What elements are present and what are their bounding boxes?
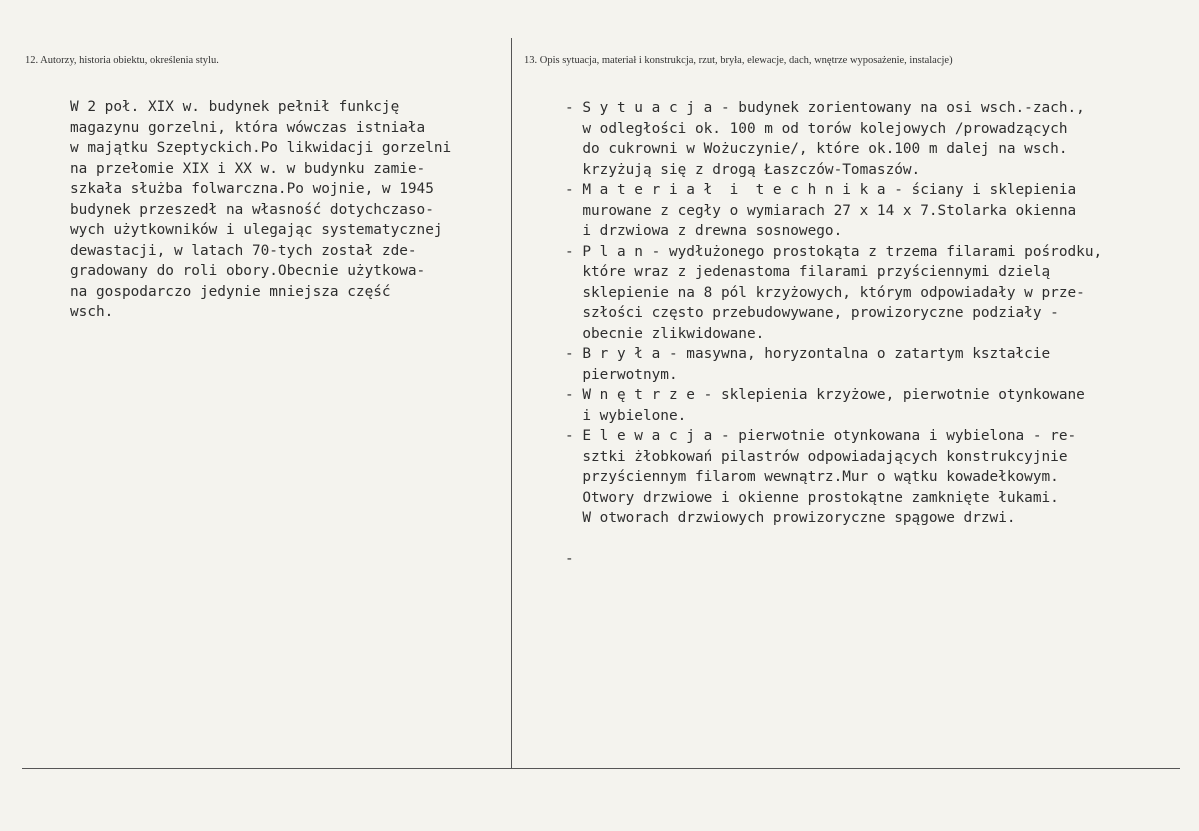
- section-12-line: dewastacji, w latach 70-tych został zde-: [70, 242, 417, 259]
- section-13-line: Otwory drzwiowe i okienne prostokątne zamknięte łukami.: [565, 489, 1059, 506]
- section-13-line: pierwotnym.: [565, 366, 678, 383]
- section-13-line: krzyżują się z drogą Łaszczów-Tomaszów.: [565, 161, 921, 178]
- section-13-line: sztki żłobkowań pilastrów odpowiadających konstrukcyjnie: [565, 448, 1068, 465]
- section-13-line: do cukrowni w Wożuczynie/, które ok.100 m dalej na wsch.: [565, 141, 1068, 157]
- section-13-line: - E l e w a c j a - pierwotnie otynkowana i wybielona - re-: [565, 428, 1077, 444]
- section-13-line: - S y t u a c j a - budynek zorientowany na osi wsch.-zach.,: [565, 100, 1085, 116]
- section-12-line: wych użytkowników i ulegając systematycznej: [70, 222, 443, 238]
- section-13-line: - P l a n - wydłużonego prostokąta z trzema filarami pośrodku,: [565, 243, 1103, 260]
- section-13-line: i wybielone.: [565, 407, 687, 424]
- section-13-label: 13. Opis sytuacja, materiał i konstrukcja, rzut, bryła, elewacje, dach, wnętrze wyposażenie, instalacje): [524, 55, 953, 66]
- section-13-line: szłości często przebudowywane, prowizoryczne podziały -: [565, 305, 1059, 321]
- section-12-line: na gospodarczo jedynie mniejsza część: [70, 283, 391, 300]
- section-13-line: - M a t e r i a ł i t e c h n i k a - ściany i sklepienia: [565, 182, 1077, 198]
- column-divider: [511, 38, 512, 768]
- section-12-line: magazynu gorzelni, która wówczas istniała: [70, 119, 426, 136]
- section-12-line: W 2 poł. XIX w. budynek pełnił funkcję: [70, 99, 400, 115]
- section-13-line: murowane z cegły o wymiarach 27 x 14 x 7.Stolarka okienna: [565, 202, 1077, 219]
- section-13-line: i drzwiowa z drewna sosnowego.: [565, 223, 843, 239]
- section-13-text: [565, 98, 1102, 570]
- section-12-line: budynek przeszedł na własność dotychczaso-: [70, 201, 434, 218]
- bottom-rule: [22, 768, 1180, 769]
- section-12-label: 12. Autorzy, historia obiektu, określenia stylu.: [25, 55, 219, 66]
- section-13-line: przyściennym filarom wewnątrz.Mur o wątku kowadełkowym.: [565, 469, 1059, 485]
- section-13-line: w odległości ok. 100 m od torów kolejowych /prowadzących: [565, 120, 1068, 137]
- section-12-line: wsch.: [70, 304, 114, 320]
- section-12-line: gradowany do roli obory.Obecnie użytkowa-: [70, 263, 426, 279]
- section-13-line: obecnie zlikwidowane.: [565, 325, 765, 342]
- section-13-line: -: [565, 551, 574, 567]
- section-13-line: które wraz z jedenastoma filarami przyściennymi dzielą: [565, 264, 1051, 280]
- section-12-line: na przełomie XIX i XX w. w budynku zamie-: [70, 160, 426, 177]
- section-13-line: W otworach drzwiowych prowizoryczne spągowe drzwi.: [565, 510, 1016, 526]
- section-12-line: w majątku Szeptyckich.Po likwidacji gorzelni: [70, 140, 452, 156]
- section-12-text: [70, 97, 451, 323]
- section-13-line: - W n ę t r z e - sklepienia krzyżowe, pierwotnie otynkowane: [565, 387, 1085, 403]
- section-13-line: [565, 529, 1102, 550]
- section-13-line: - B r y ł a - masywna, horyzontalna o zatartym kształcie: [565, 346, 1051, 362]
- section-13-line: sklepienie na 8 pól krzyżowych, którym odpowiadały w prze-: [565, 284, 1085, 301]
- section-12-line: szkała służba folwarczna.Po wojnie, w 1945: [70, 181, 434, 197]
